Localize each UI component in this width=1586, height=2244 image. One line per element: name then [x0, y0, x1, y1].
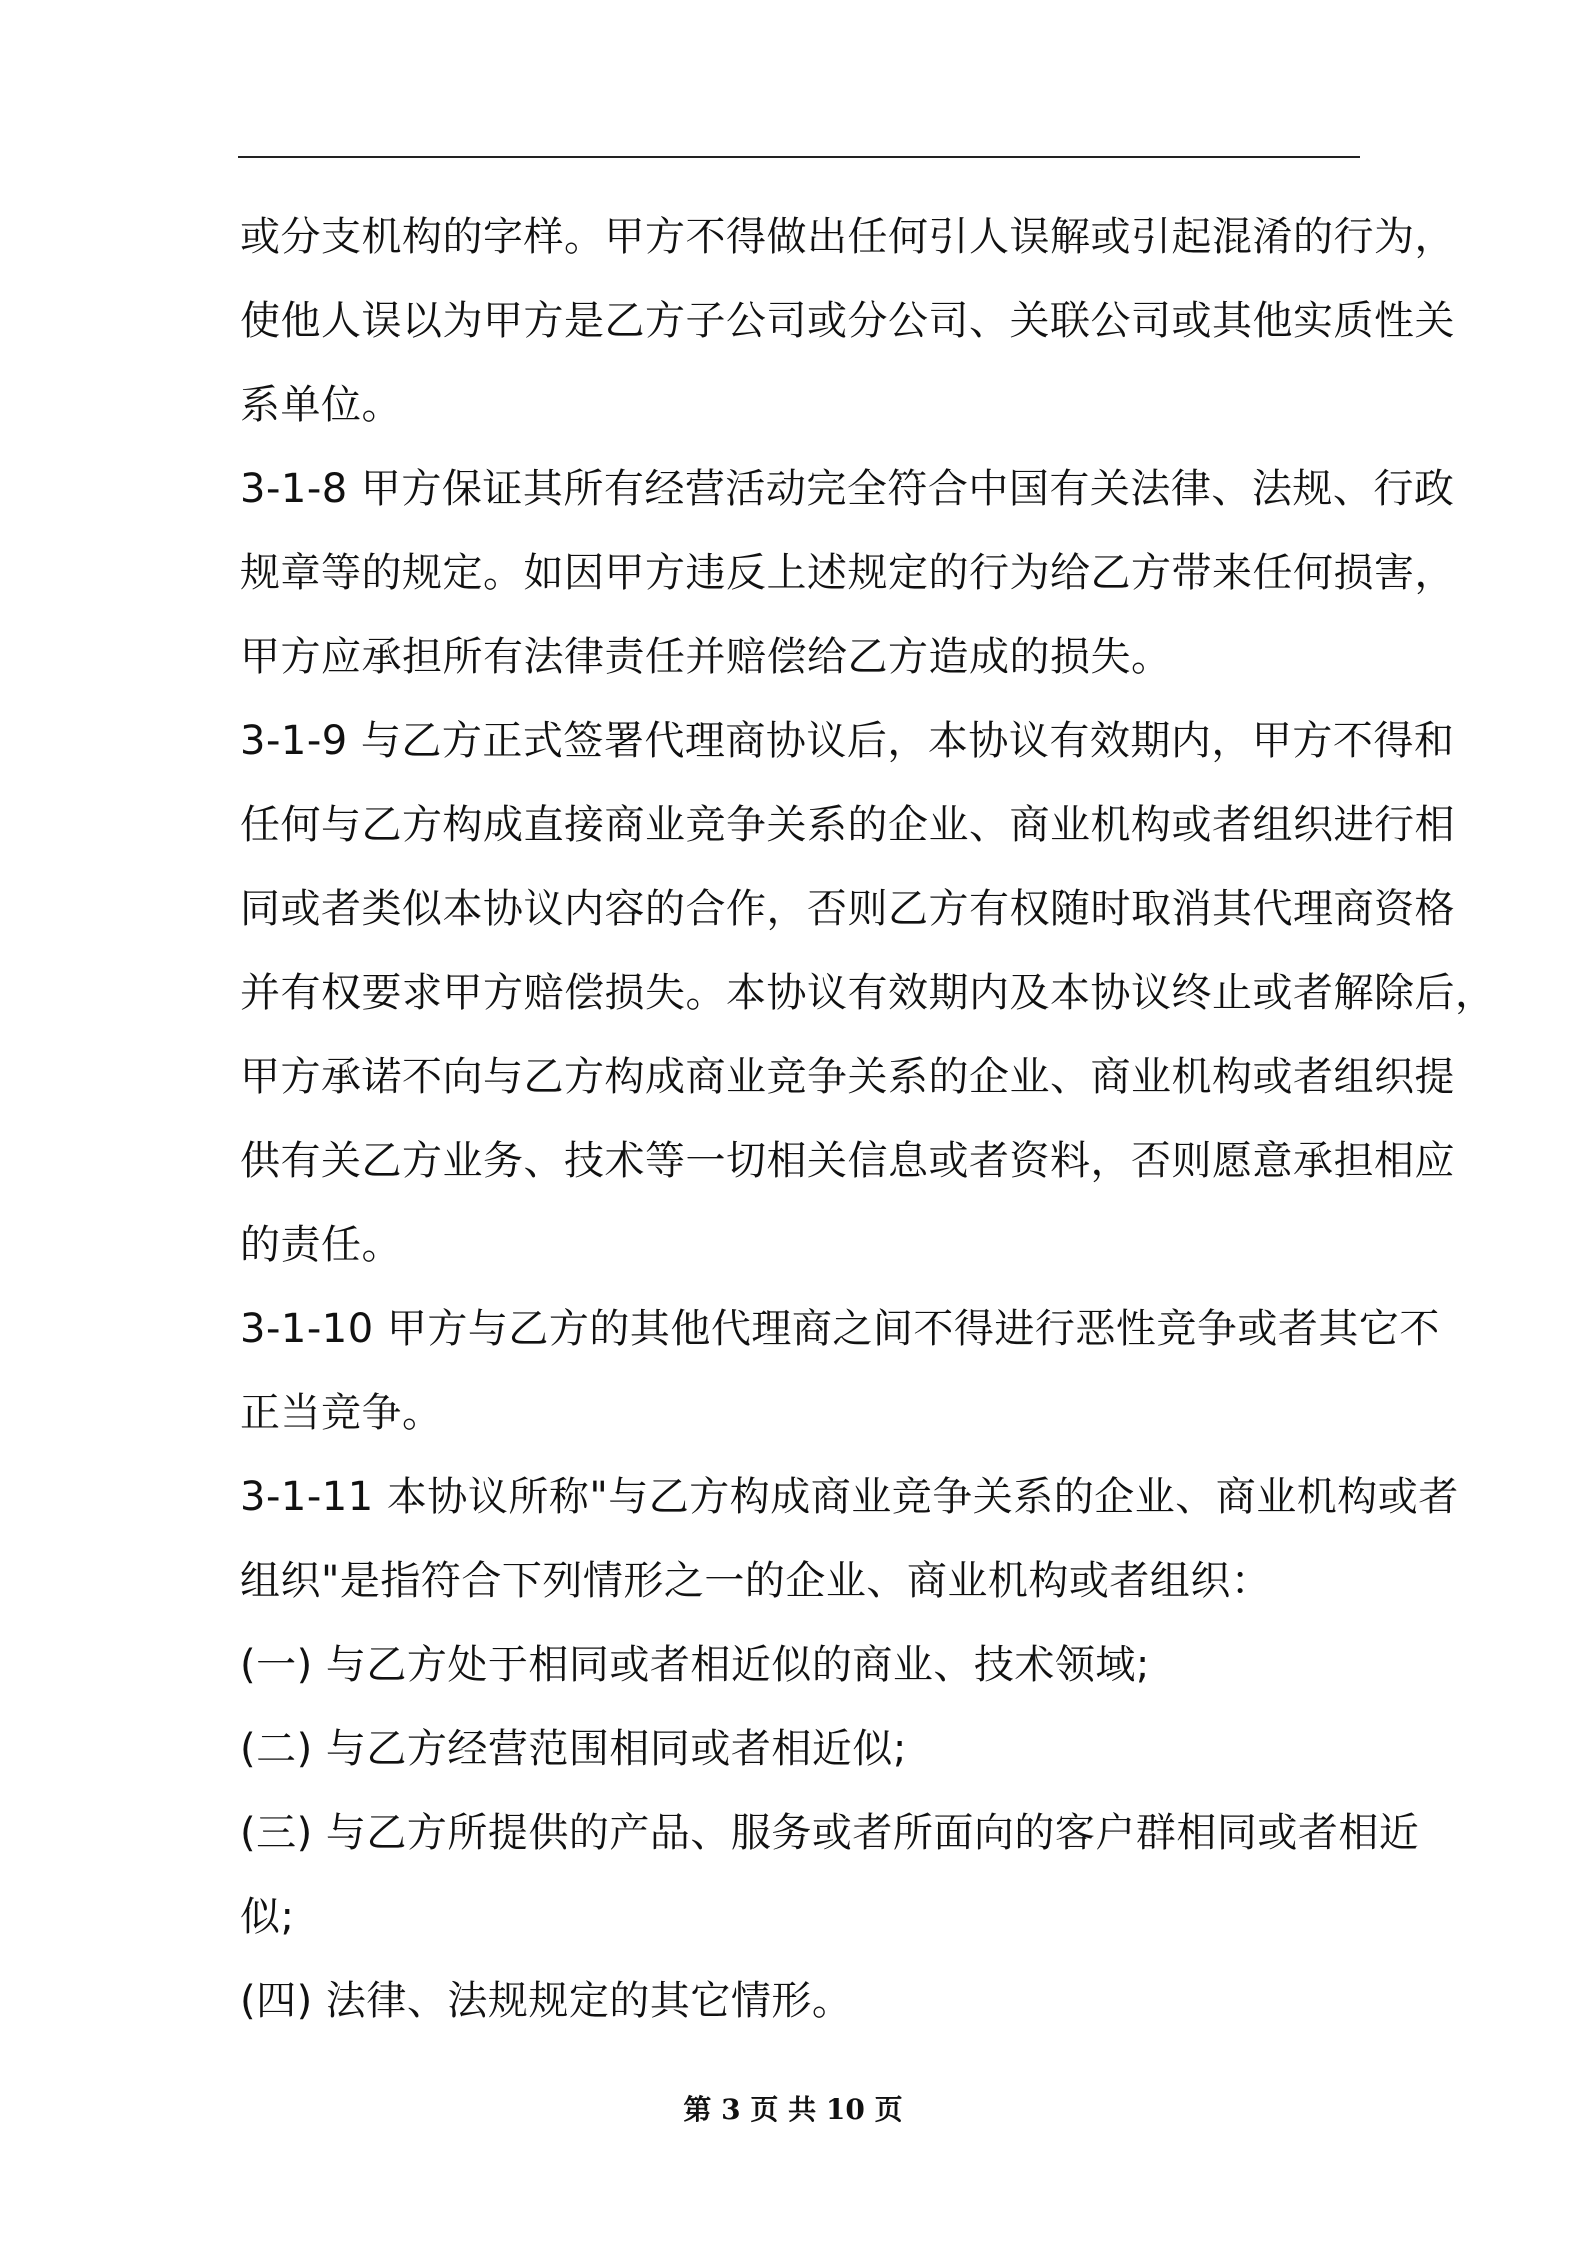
- text-line: 规章等的规定。如因甲方违反上述规定的行为给乙方带来任何损害，: [240, 550, 1455, 596]
- text-line: 任何与乙方构成直接商业竞争关系的企业、商业机构或者组织进行相: [240, 802, 1455, 848]
- text-line: 组织"是指符合下列情形之一的企业、商业机构或者组织：: [240, 1558, 1272, 1604]
- list-item-3: (三) 与乙方所提供的产品、服务或者所面向的客户群相同或者相近: [240, 1810, 1420, 1856]
- text-line: 似;: [240, 1894, 295, 1940]
- text-line: 甲方承诺不向与乙方构成商业竞争关系的企业、商业机构或者组织提: [240, 1054, 1455, 1100]
- list-item-4: (四) 法律、法规规定的其它情形。: [240, 1978, 853, 2024]
- body-text: [240, 195, 1496, 2043]
- list-item-2: (二) 与乙方经营范围相同或者相近似;: [240, 1726, 907, 1772]
- text-line: 系单位。: [240, 382, 402, 428]
- clause-3-1-11: 3-1-11 本协议所称"与乙方构成商业竞争关系的企业、商业机构或者: [240, 1474, 1459, 1520]
- page-number: 第 3 页 共 10 页: [683, 2093, 903, 2126]
- text-line: 甲方应承担所有法律责任并赔偿给乙方造成的损失。: [240, 634, 1172, 680]
- clause-3-1-9: 3-1-9 与乙方正式签署代理商协议后，本协议有效期内，甲方不得和: [240, 718, 1455, 764]
- text-line: 的责任。: [240, 1222, 402, 1268]
- text-line: 供有关乙方业务、技术等一切相关信息或者资料，否则愿意承担相应: [240, 1138, 1455, 1184]
- text-line: 并有权要求甲方赔偿损失。本协议有效期内及本协议终止或者解除后，: [240, 970, 1496, 1016]
- clause-3-1-8: 3-1-8 甲方保证其所有经营活动完全符合中国有关法律、法规、行政: [240, 466, 1455, 512]
- list-item-1: (一) 与乙方处于相同或者相近似的商业、技术领域;: [240, 1642, 1150, 1688]
- text-line: 正当竞争。: [240, 1390, 443, 1436]
- text-line: 同或者类似本协议内容的合作，否则乙方有权随时取消其代理商资格: [240, 886, 1455, 932]
- clause-3-1-10: 3-1-10 甲方与乙方的其他代理商之间不得进行恶性竞争或者其它不: [240, 1306, 1440, 1352]
- text-line: 使他人误以为甲方是乙方子公司或分公司、关联公司或其他实质性关: [240, 298, 1455, 344]
- header-rule: [238, 156, 1360, 158]
- text-line: 或分支机构的字样。甲方不得做出任何引人误解或引起混淆的行为，: [240, 214, 1455, 260]
